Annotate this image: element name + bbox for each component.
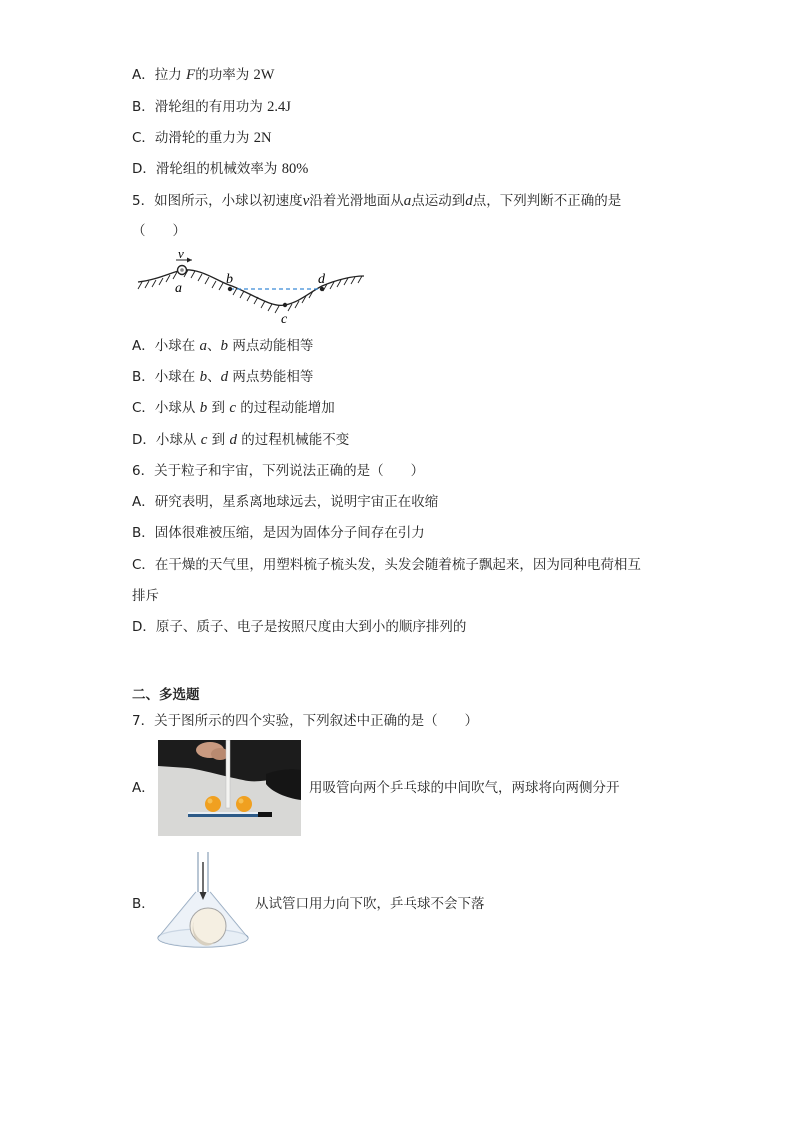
label-b: b <box>226 272 233 287</box>
q4-option-c: C．动滑轮的重力为 2N <box>132 130 272 146</box>
q5-option-b: B．小球在 b、d 两点势能相等 <box>132 369 314 385</box>
label-v: v <box>178 248 184 261</box>
q7-option-a-text: 用吸管向两个乒乓球的中间吹气，两球将向两侧分开 <box>309 780 620 796</box>
q5-option-d: D．小球从 c 到 d 的过程机械能不变 <box>132 432 350 448</box>
q5-stem: 5．如图所示，小球以初速度v沿着光滑地面从a点运动到d点，下列判断不正确的是 <box>132 193 622 209</box>
q5-option-a: A．小球在 a、b 两点动能相等 <box>132 338 314 354</box>
label-c: c <box>281 312 288 327</box>
q7-option-b-label: B． <box>132 896 155 912</box>
ping-pong-ball <box>190 908 226 944</box>
point-d-dot <box>320 287 324 291</box>
label-d: d <box>318 272 325 287</box>
ping-pong-ball-right <box>236 796 252 812</box>
wavy-ground <box>138 270 364 306</box>
q6-option-a: A．研究表明，星系离地球远去，说明宇宙正在收缩 <box>132 494 439 510</box>
q6-option-c-line2: 排斥 <box>132 588 159 604</box>
q4-option-d: D．滑轮组的机械效率为 80% <box>132 161 309 177</box>
q7-stem: 7．关于图所示的四个实验，下列叙述中正确的是（ ） <box>132 713 479 729</box>
q7-option-b-text: 从试管口用力向下吹，乒乓球不会下落 <box>255 896 485 912</box>
ground-hatching <box>138 270 362 313</box>
funnel-ball-diagram <box>154 852 250 950</box>
point-b-dot <box>228 287 232 291</box>
ping-pong-straw-photo <box>158 740 301 836</box>
q4-option-b: B．滑轮组的有用功为 2.4J <box>132 99 291 115</box>
section-title: 二、多选题 <box>132 687 200 703</box>
label-a: a <box>175 281 182 296</box>
q7-option-a-label: A． <box>132 780 155 796</box>
ping-pong-ball-left <box>205 796 221 812</box>
q6-option-c-line1: C．在干燥的天气里，用塑料梳子梳头发，头发会随着梳子飘起来，因为同种电荷相互 <box>132 557 641 573</box>
q5-paren: （ ） <box>132 223 186 239</box>
q4-option-a: A．拉力 F的功率为 2W <box>132 67 275 83</box>
q6-stem: 6．关于粒子和宇宙，下列说法正确的是（ ） <box>132 463 425 479</box>
q6-option-d: D．原子、质子、电子是按照尺度由大到小的顺序排列的 <box>132 619 467 635</box>
q5-option-c: C．小球从 b 到 c 的过程动能增加 <box>132 400 335 416</box>
q5-track-figure <box>132 248 372 330</box>
point-c-dot <box>283 303 287 307</box>
q6-option-b: B．固体很难被压缩，是因为固体分子间存在引力 <box>132 525 425 541</box>
